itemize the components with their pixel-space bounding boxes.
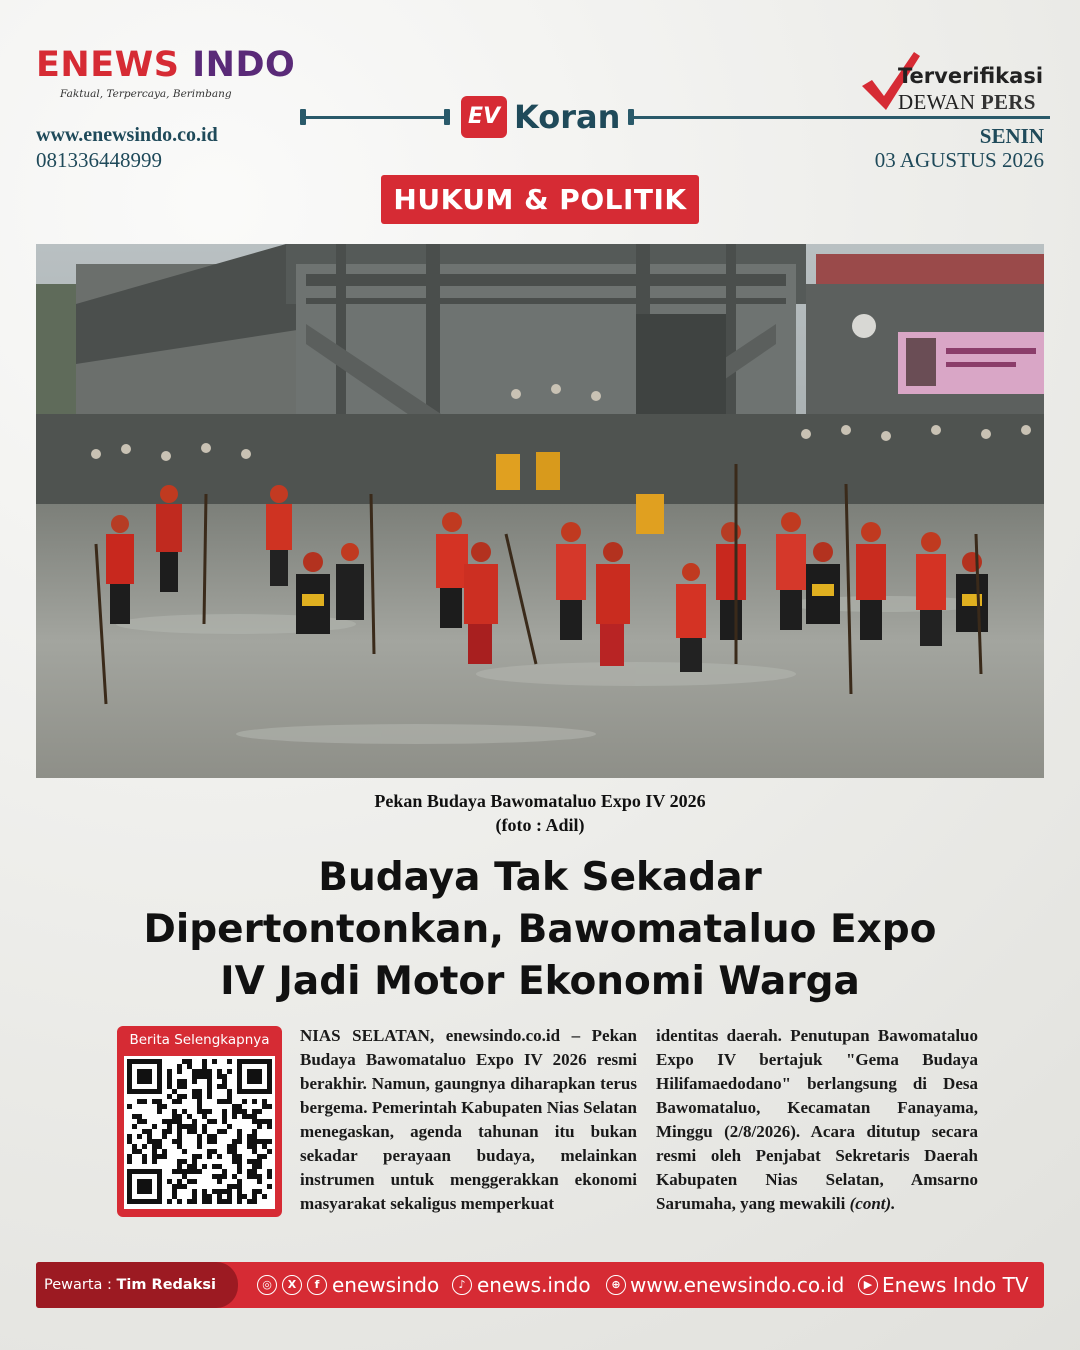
section-badge: HUKUM & POLITIK <box>381 175 699 224</box>
headline-line-1: Budaya Tak Sekadar <box>318 855 762 900</box>
website-url[interactable]: www.enewsindo.co.id <box>36 124 218 146</box>
qr-code-area[interactable] <box>124 1056 275 1209</box>
ev-logo-icon: EV <box>461 96 507 138</box>
cont-label: (cont). <box>849 1194 896 1213</box>
event-photo <box>36 244 1044 778</box>
brand-logo <box>36 45 296 85</box>
photo-caption: Pekan Budaya Bawomataluo Expo IV 2026 <box>374 791 706 811</box>
article-text-2: identitas daerah. Penutupan Bawomataluo Expo IV bertajuk "Gema Budaya Hilifamaedodano" berlangsung di Desa Bawomataluo, Kecamatan Fanayama, Minggu (2/8/2026). Acara ditutup secara resmi oleh Penjabat Sekretaris Daerah Kabupaten Nias Selatan, Amsarno Sarumaha, yang mewakili <box>656 1026 978 1213</box>
publication-date: 03 AGUSTUS 2026 <box>874 148 1044 172</box>
brand-name-part1: ENEWS <box>36 45 180 85</box>
article-headline <box>60 852 1020 1008</box>
publication-day: SENIN <box>979 124 1044 148</box>
x-icon[interactable]: X <box>282 1275 302 1295</box>
headline-line-3: IV Jadi Motor Ekonomi Warga <box>220 959 860 1004</box>
verification-label: Terverifikasi <box>898 64 1044 88</box>
photo-credit: (foto : Adil) <box>495 815 585 835</box>
tiktok-icon[interactable]: ♪ <box>452 1275 472 1295</box>
article-column-2 <box>656 1024 978 1216</box>
youtube-icon[interactable]: ▶ <box>858 1275 878 1295</box>
article-column-1 <box>300 1024 637 1216</box>
article-text-1: NIAS SELATAN, enewsindo.co.id – Pekan Budaya Bawomataluo Expo IV 2026 resmi berakhir. Namun, gaungnya diharapkan terus bergema. Pemerintah Kabupaten Nias Selatan menegaskan, agenda tahunan itu bukan sekadar perayaan budaya, melainkan instrumen untuk menggerakkan ekonomi masyarakat sekaligus memperkuat <box>300 1026 637 1213</box>
globe-icon[interactable]: ⊕ <box>606 1275 626 1295</box>
headline-line-2: Dipertontonkan, Bawomataluo Expo <box>143 907 937 952</box>
brand-tagline: Faktual, Terpercaya, Berimbang <box>60 88 232 100</box>
tiktok-handle[interactable]: enews.indo <box>477 1273 591 1297</box>
header-rule-right <box>630 116 1050 119</box>
edition-label: Koran <box>514 98 621 136</box>
dewan-pers-label: DEWAN PERS <box>898 90 1036 114</box>
youtube-channel[interactable]: Enews Indo TV <box>882 1273 1029 1297</box>
phone-number: 081336448999 <box>36 148 162 172</box>
rule-cap-inner-left <box>444 109 450 125</box>
facebook-icon[interactable]: f <box>307 1275 327 1295</box>
instagram-icon[interactable]: ◎ <box>257 1275 277 1295</box>
pewarta-label: Pewarta : Tim Redaksi <box>36 1262 238 1308</box>
footer-website[interactable]: www.enewsindo.co.id <box>630 1273 845 1297</box>
social-handle[interactable]: enewsindo <box>332 1273 440 1297</box>
qr-code-icon[interactable] <box>124 1056 275 1209</box>
pewarta-name: Tim Redaksi <box>116 1277 216 1293</box>
brand-name-part2: INDO <box>192 45 296 85</box>
header-rule-left <box>305 116 445 119</box>
article-text-2-wrap <box>656 1024 978 1216</box>
qr-label: Berita Selengkapnya <box>129 1032 270 1048</box>
